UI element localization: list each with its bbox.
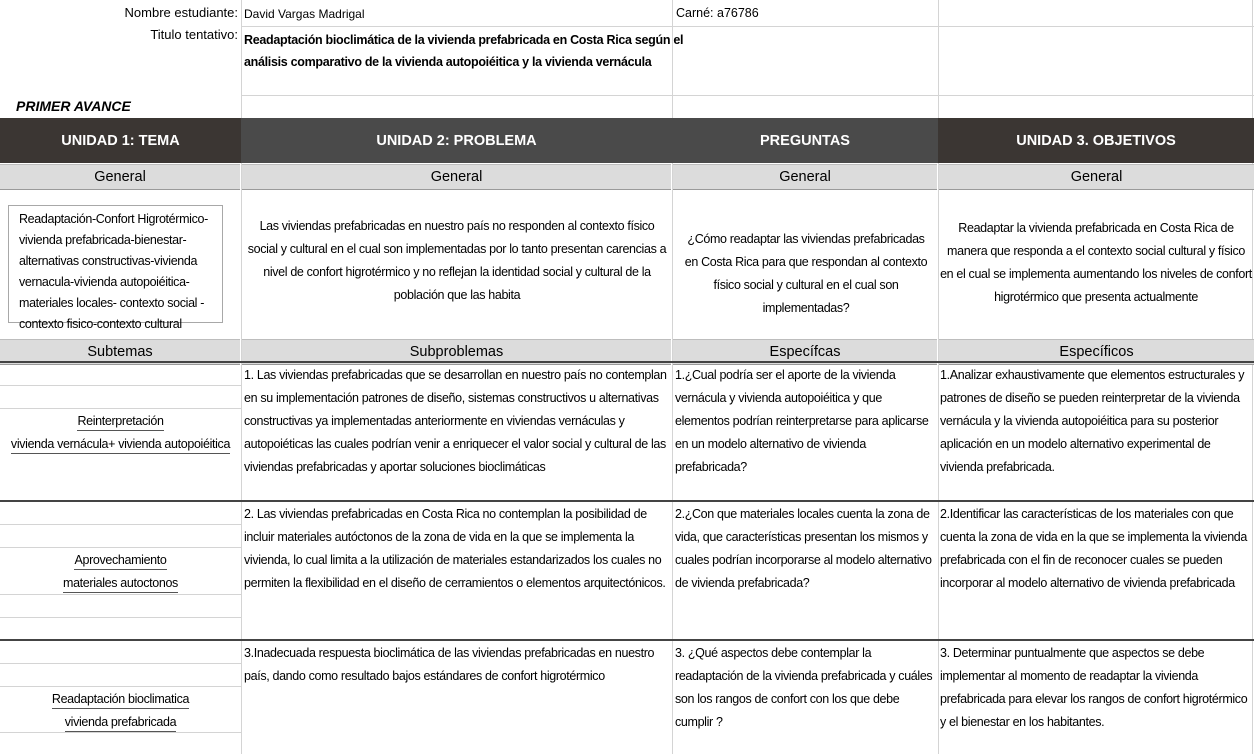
objetivo-especifico-2: 2.Identificar las características de los materiales con que cuenta la zona de vida en la que se implementa la vivienda prefabricada con el fin de reconocer cuales se pueden incorporar al modelo alternativo de vivienda prefabricada: [940, 507, 1247, 590]
student-label: Nombre estudiante:: [124, 5, 238, 20]
header-problema: UNIDAD 2: PROBLEMA: [241, 118, 672, 163]
general-label-objetivos: General: [939, 164, 1254, 190]
subproblema-3: 3.Inadecuada respuesta bioclimática de las viviendas prefabricadas en nuestro país, dando como resultado bajos estándares de confort higrotérmico: [244, 646, 655, 683]
general-label-preguntas: General: [673, 164, 937, 190]
title-label: Titulo tentativo:: [150, 27, 238, 42]
grid-line: [0, 408, 241, 409]
grid-line: [0, 385, 241, 386]
subtema-3-line-1: Readaptación bioclimatica: [52, 690, 189, 709]
title-line-1: Readaptación bioclimática de la vivienda prefabricada en Costa Rica según el: [244, 33, 684, 47]
tema-general-text: Readaptación-Confort Higrotérmico-vivienda prefabricada-bienestar-alternativas constructivas-vivienda vernacula-vivienda autopoiéitica-materiales locales- contexto social -contexto fisico-contexto cultural: [8, 205, 223, 323]
pregunta-general-text: ¿Cómo readaptar las viviendas prefabricadas en Costa Rica para que respondan al contexto físico social y cultural en el cual son implementadas?: [684, 232, 928, 315]
subtema-3-line-2: vivienda prefabricada: [65, 713, 176, 732]
subtema-1: [0, 410, 241, 456]
subheader-subproblemas: Subproblemas: [242, 339, 671, 365]
objetivo-especifico-1: 1.Analizar exhaustivamente que elementos estructurales y patrones de diseño se pueden reinterpretar de la vivienda vernácula y la vivienda autopoiéitica para su posterior aplicación en un modelo alternativo experimental de vivienda prefabricada.: [940, 368, 1245, 474]
student-name: David Vargas Madrigal: [244, 7, 365, 21]
grid-line: [0, 547, 241, 548]
subproblema-2: 2. Las viviendas prefabricadas en Costa Rica no contemplan la posibilidad de incluir materiales autóctonos de la zona de vida en la que se implementa la vivienda, lo cual limita a la utilización de materiales estandarizados los cuales no permiten la flexibilidad en el diseño de cerramientos o elementos arquitectónicos.: [244, 507, 666, 590]
grid-line: [241, 95, 1254, 96]
objetivo-general-text: Readaptar la vivienda prefabricada en Costa Rica de manera que responda a el contexto social cultural y físico en el cual se implementa aumentando los niveles de confort higrotérmico que presenta actualmente: [940, 221, 1252, 304]
grid-line: [0, 617, 241, 618]
section-title: PRIMER AVANCE: [16, 98, 131, 114]
subheader-especificos: Específicos: [939, 339, 1254, 365]
header-objetivos: UNIDAD 3. OBJETIVOS: [938, 118, 1254, 163]
grid-line: [0, 524, 241, 525]
header-tema: UNIDAD 1: TEMA: [0, 118, 241, 163]
problema-general-text: Las viviendas prefabricadas en nuestro país no responden al contexto físico social y cultural en el cual son implementadas por lo tanto presentan carencias a nivel de confort higrotérmico y no reflejan la identidad social y cultural de la población que las habita: [247, 219, 667, 302]
subheader-especificas: Específcas: [673, 339, 937, 365]
pregunta-especifica-2: 2.¿Con que materiales locales cuenta la zona de vida, que características presentan los mismos y cuales podrían incorporarse al modelo alternativo de vivienda prefabricada?: [675, 507, 932, 590]
pregunta-especifica-1: 1.¿Cual podría ser el aporte de la vivienda vernácula y vivienda autopoiéitica y que elementos podrían reinterpretarse para aplicarse en un modelo alternativo de vivienda prefabricada?: [675, 368, 929, 474]
subproblema-1: 1. Las viviendas prefabricadas que se desarrollan en nuestro país no contemplan en su implementación patrones de diseño, sistemas constructivos u alternativas constructivas ya implementadas anteriormente en viviendas vernáculas y autopoiéticas las cuales podrían venir a enriquecer el valor social y cultural de las viviendas prefabricadas y aportar soluciones bioclimáticas: [244, 368, 667, 474]
objetivo-especifico-3: 3. Determinar puntualmente que aspectos se debe implementar al momento de readaptar la vivienda prefabricada para elevar los rangos de confort higrotérmico y el bienestar en los habitantes.: [940, 646, 1248, 729]
row-divider: [0, 361, 1254, 363]
grid-line: [0, 686, 241, 687]
carne-label: Carné: a76786: [676, 6, 759, 20]
pregunta-especifica-3: 3. ¿Qué aspectos debe contemplar la readaptación de la vivienda prefabricada y cuáles son los rangos de confort con los que debe cumplir ?: [675, 646, 933, 729]
subtema-2-line-1: Aprovechamiento: [74, 551, 166, 570]
subtema-2: [0, 549, 241, 595]
title-line-2: análisis comparativo de la vivienda autopoiéitica y la vivienda vernácula: [244, 55, 652, 69]
subtema-1-line-2: vivienda vernácula+ vivienda autopoiéitica: [11, 435, 230, 454]
general-label-problema: General: [242, 164, 671, 190]
row-divider: [0, 500, 1254, 502]
header-preguntas: PREGUNTAS: [672, 118, 938, 163]
subheader-subtemas: Subtemas: [0, 339, 240, 365]
subtema-1-line-1: Reinterpretación: [77, 412, 163, 431]
subtema-2-line-2: materiales autoctonos: [63, 574, 178, 593]
general-label-tema: General: [0, 164, 240, 190]
grid-line: [0, 663, 241, 664]
row-divider: [0, 639, 1254, 641]
subtema-3: [0, 688, 241, 734]
grid-line: [241, 26, 1254, 27]
